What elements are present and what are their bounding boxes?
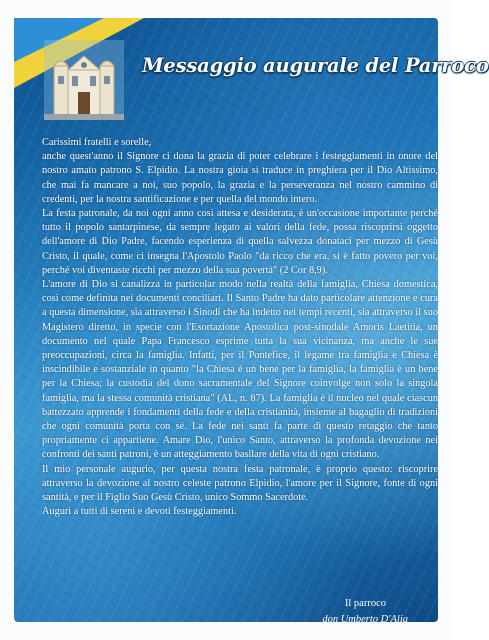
- blue-background-panel: [14, 18, 489, 625]
- letter-body: [42, 136, 438, 519]
- letter-greeting: Carissimi fratelli e sorelle,: [42, 137, 152, 148]
- church-facade-image: [44, 40, 124, 120]
- letter-paragraph: Il mio personale augurio, per questa nostra festa patronale, è proprio questo: riscoprire attraverso la devozione al nostro celeste patrono Elpidio, l'amore per il Signore, fonte di ogni santità, e per il Figlio Suo Gesù Cristo, unico Sommo Sacerdote.: [42, 463, 438, 504]
- letter-paragraph: Auguri a tutti di sereni e devoti festeggiamenti.: [42, 506, 237, 518]
- signature-role: Il parroco: [344, 598, 386, 609]
- letter-paragraph: anche quest'anno il Signore ci dona la grazia di poter celebrare i festeggiamenti in onore del nostro amato patrono S. Elpidio. La nostra gioia si traduce in preghiera per il Dio Altissimo, che mai fa mancare a noi, suo popolo, la grazia e la perseveranza nel nostro cammino di credenti, per la nostra santificazione e per quella del mondo intero.: [42, 151, 438, 205]
- letter-paragraph: La festa patronale, da noi ogni anno così attesa e desiderata, è un'occasione importante perché tutto il popolo santarpinese, da sempre legato ai valori della fede, possa riscoprirsi oggetto dell'amore di Dio Padre, facendo esperienza di quella salvezza donataci per mezzo di Gesù Cristo, il quale, come ci insegna l'Apostolo Paolo "da ricco che era, si è fatto povero per voi, perché voi diventaste ricchi per mezzo della sua povertà" (2 Cor 8,9).: [42, 208, 438, 276]
- page-title: Messaggio augurale del Parroco: [142, 54, 489, 77]
- signature-block: [322, 596, 408, 628]
- letter-paragraph: L'amore di Dio si canalizza in particolar modo nella realtà della famiglia, Chiesa domestica, così come definita nei documenti conciliari. Il Santo Padre ha dato particolare attenzione e cura a questa dimensione, sia attraverso i Sinodi che ha indetto nei tempi recenti, sia attraverso il suo Magistero diretto, in specie con l'Esortazione Apostolica post-sinodale Amoris Laetitia, un documento nel quale Papa Francesco esprime tutta la sua vicinanza, ma anche le sue preoccupazioni, circa la famiglia. Infatti, per il Pontefice, il legame tra famiglia e Chiesa è inscindibile e sostanziale in quanto "la Chiesa è un bene per la famiglia, la famiglia è un bene per la Chiesa; la custodia del dono sacramentale del Signore coinvolge non solo la singola famiglia, ma la stessa comunità cristiana" (AL, n. 87). La famiglia è il nucleo nel quale ciascun battezzato apprende i fondamenti della fede e della cristianità, insieme al bagaglio di tradizioni che ogni comunità porta con sé. La fede nei santi fa parte di questo retaggio che tanto propriamente ci appartiene. Amare Dio, l'unico Santo, attraverso la profonda devozione nei confronti dei santi patroni, è un atteggiamento basilare della vita di ogni cristiano.: [42, 279, 438, 461]
- signature-name: don Umberto D'Alia: [322, 614, 408, 625]
